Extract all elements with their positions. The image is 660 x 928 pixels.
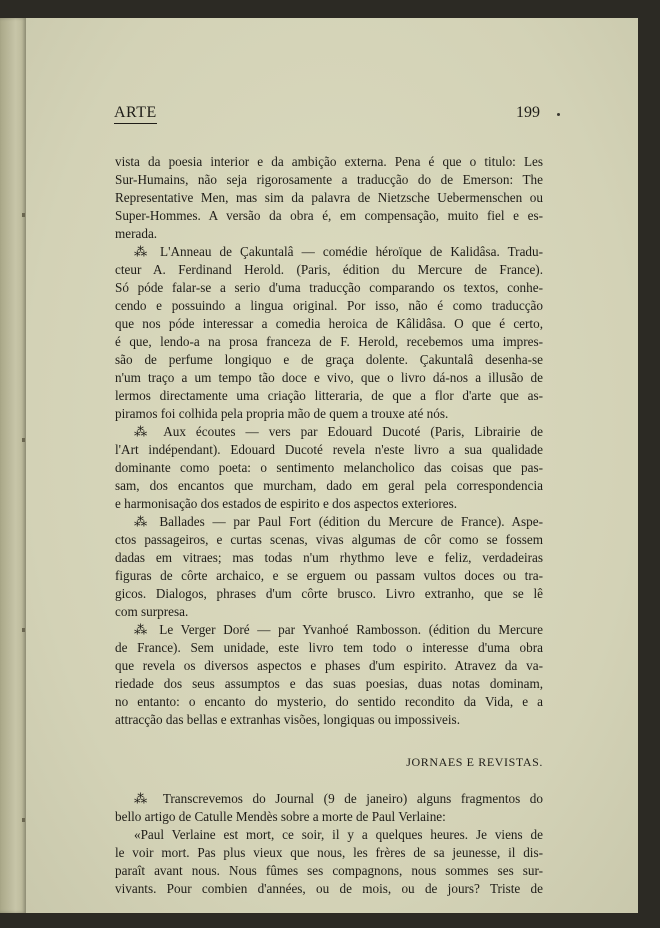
text-line: sam, dos encantos que murcham, dado em geral pela correspondencia	[115, 478, 543, 493]
text-line: Super-Hommes. A versão da obra é, em compensação, muito fiel e es-	[115, 208, 543, 223]
text-line: dadas em vitraes; mas todas n'um rhythmo leve e feliz, verdadeiras	[115, 550, 543, 565]
margin-mark	[22, 628, 25, 632]
margin-mark	[22, 438, 25, 442]
text-line: piramos foi colhida pela propria mão de quem a trouxe até nós.	[115, 406, 449, 421]
entry-start-line: ⁂ L'Anneau de Çakuntalâ — comédie héroïque de Kalidâsa. Tradu-	[134, 244, 543, 259]
text-line: no entanto: o encanto do mysterio, do sentido recondito da Vida, e a	[115, 694, 543, 709]
text-line: cendo e possuindo a lingua original. Por isso, não é como traducção	[115, 298, 543, 313]
text-line: n'um traço a um tempo tão doce e vivo, que o livro dá-nos a illusão de	[115, 370, 543, 385]
text-line: bello artigo de Catulle Mendès sobre a morte de Paul Verlaine:	[115, 809, 446, 824]
text-line: gicos. Dialogos, phrases d'um côrte brusco. Livro extranho, que se lê	[115, 586, 543, 601]
text-line: le voir mort. Pas plus vieux que nous, les frères de sa jeunesse, il dis-	[115, 845, 543, 860]
text-line: figuras de côrte archaico, e se erguem ou passam vultos doces ou tra-	[115, 568, 543, 583]
quote-start-line: «Paul Verlaine est mort, ce soir, il y a quelques heures. Je viens de	[134, 827, 543, 842]
running-head	[114, 104, 540, 128]
entry-start-line: ⁂ Transcrevemos do Journal (9 de janeiro) alguns fragmentos do	[134, 791, 543, 806]
ink-speck	[557, 113, 560, 116]
text-line: l'Art indépendant). Edouard Ducoté revela n'este livro a sua qualidade	[115, 442, 543, 457]
text-line: lermos directamente uma criação litteraria, de que a flor d'arte que as-	[115, 388, 543, 403]
text-line: com surpresa.	[115, 604, 189, 619]
text-line: ctos passageiros, e curtas scenas, vivas algumas de côr como se fossem	[115, 532, 543, 547]
text-line: riedade dos seus assumptos e das suas poesias, duas notas dominam,	[115, 676, 543, 691]
text-line: Representative Men, mas sim da palavra de Nietzsche Uebermenschen ou	[115, 190, 543, 205]
text-line: Só póde falar-se a serio d'uma traducção comparando os textos, conhe-	[115, 280, 543, 295]
text-line: vivants. Pour combien d'années, ou de mois, ou de jours? Triste de	[115, 881, 543, 896]
margin-mark	[22, 818, 25, 822]
text-line: que revela os diversos aspectos e phases d'um espirito. Atravez da va-	[115, 658, 543, 673]
margin-mark	[22, 213, 25, 217]
text-line: attracção das bellas e extranhas visões, longiquas ou impossiveis.	[115, 712, 460, 727]
text-line: de France). Sem unidade, este livro tem todo o interesse d'uma obra	[115, 640, 543, 655]
text-line: dominante como poeta: o sentimento melancholico das coisas que pas-	[115, 460, 543, 475]
entry-start-line: ⁂ Ballades — par Paul Fort (édition du Mercure de France). Aspe-	[134, 514, 543, 529]
text-line: é que, lendo-a na prosa franceza de F. Herold, recebemos uma impres-	[115, 334, 543, 349]
text-line: que nos póde interessar a comedia heroica de Kâlidâsa. O que é certo,	[115, 316, 543, 331]
text-line: merada.	[115, 226, 158, 241]
text-line: são de perfume longiquo e de graça dolente. Çakuntalâ desenha-se	[115, 352, 543, 367]
text-line: Sur-Humains, não seja rigorosamente a traducção do de Emerson: The	[115, 172, 543, 187]
text-line: e harmonisação dos estados de espirito e dos aspectos exteriores.	[115, 496, 458, 511]
entry-start-line: ⁂ Le Verger Doré — par Yvanhoé Rambosson. (édition du Mercure	[134, 622, 543, 637]
entry-start-line: ⁂ Aux écoutes — vers par Edouard Ducoté (Paris, Librairie de	[134, 424, 543, 439]
text-line: paraît avant nous. Nous fûmes ses compagnons, nous sommes ses sur-	[115, 863, 543, 878]
text-line: vista da poesia interior e da ambição externa. Pena é que o titulo: Les	[115, 154, 543, 169]
text-line: cteur A. Ferdinand Herold. (Paris, édition du Mercure de France).	[115, 262, 543, 277]
left-facing-page-edge	[0, 18, 26, 913]
section-heading: JORNAES E REVISTAS.	[406, 755, 543, 769]
section-title: ARTE	[114, 104, 157, 124]
book-page	[26, 18, 638, 913]
page-number: 199	[516, 104, 540, 121]
